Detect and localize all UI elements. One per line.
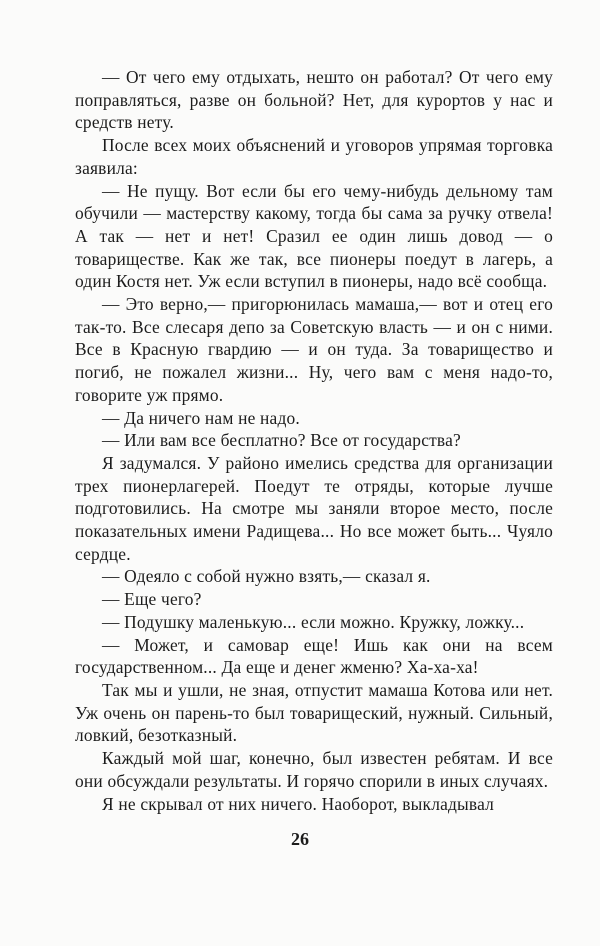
paragraph: — Не пущу. Вот если бы его чему-нибудь дельному там обучили — мастерству какому, тогда бы сама за ручку отвела! А так — нет и нет! Сразил ее один лишь довод — о товариществе. Как же так, все пионеры поедут в лагерь, а один Костя нет. Уж если вступил в пионеры, надо всё сообща.: [75, 180, 553, 292]
paragraph: Я не скрывал от них ничего. Наоборот, выкладывал: [102, 793, 495, 814]
paragraph: — Одеяло с собой нужно взять,— сказал я.: [102, 566, 431, 587]
page-number: 26: [291, 829, 309, 849]
paragraph: Я задумался. У районо имелись средства для организации трех пионерлагерей. Поедут те отряды, которые лучше подготовились. На смотре мы заняли второе место, после показательных имени Радищева... Но все может быть... Чуяло сердце.: [75, 452, 553, 564]
paragraph: — Это верно,— пригорюнилась мамаша,— вот и отец его так-то. Все слесаря депо за Советскую власть — и он с ними. Все в Красную гвардию — и он туда. За товарищество и погиб, не пожалел жизни... Ну, чего вам с меня надо-то, говорите уж прямо.: [75, 294, 553, 405]
body-text: [75, 66, 553, 815]
paragraph: — Еще чего?: [102, 589, 202, 610]
paragraph: После всех моих объяснений и уговоров упрямая торговка заявила:: [75, 135, 553, 178]
paragraph: Так мы и ушли, не зная, отпустит мамаша Котова или нет. Уж очень он парень-то был товарищеский, нужный. Сильный, ловкий, безотказный.: [75, 679, 553, 746]
paragraph: — Может, и самовар еще! Ишь как они на всем государственном... Да еще и денег жменю? Ха-ха-ха!: [75, 634, 553, 678]
paragraph: — Или вам все бесплатно? Все от государства?: [102, 430, 461, 451]
paragraph: — Да ничего нам не надо.: [102, 407, 300, 428]
paragraph: — От чего ему отдыхать, нешто он работал? От чего ему поправляться, разве он больной? Нет, для курортов у нас и средств нету.: [75, 67, 553, 133]
paragraph: — Подушку маленькую... если можно. Кружку, ложку...: [102, 611, 525, 632]
paragraph: Каждый мой шаг, конечно, был известен ребятам. И все они обсуждали результаты. И горячо спорили в иных случаях.: [75, 748, 553, 791]
